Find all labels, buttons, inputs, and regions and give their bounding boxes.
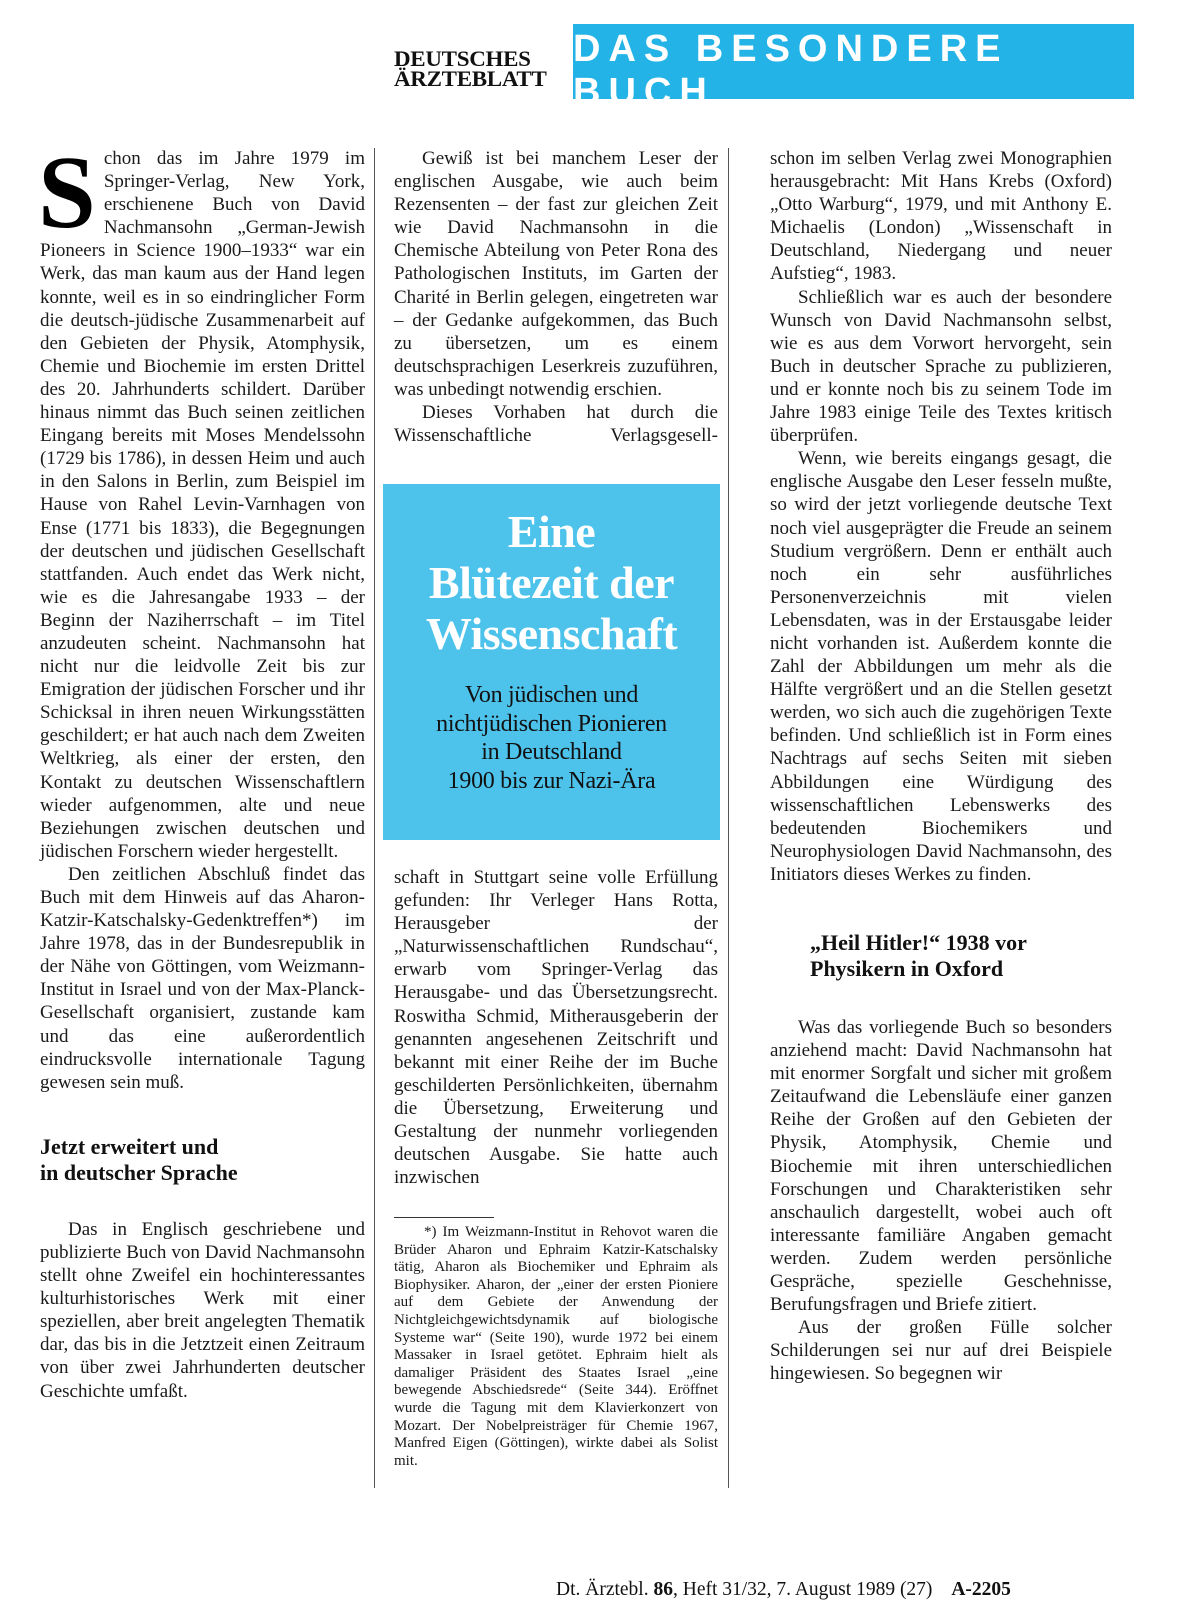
intro-paragraph-text: chon das im Jahre 1979 im Springer-Verlag, New York, erschienene Buch von David Nachmansohn „German-Jewish Pioneers in Science 1900–1933“ war ein Werk, das man kaum aus der Hand legen konnte, weil es in so eindringlicher Form die deutsch-jüdische Zusammenarbeit auf den Gebieten der Physik, Atomphysik, Chemie und Biochemie im ersten Drittel des 20. Jahrhunderts schildert. Darüber hinaus nimmt das Buch seinen zeitlichen Eingang bereits mit Moses Mendelssohn (1729 bis 1786), in dessen Heim und auch in den Salons in Berlin, zum Beispiel im Hause von Rahel Levin-Varnhagen von Ense (1771 bis 1833), die Begegnungen der deutschen und jüdischen Gesellschaft stattfanden. Auch endet das Werk nicht, wie es die Jahresangabe 1933 – der Beginn der Naziherrschaft – im Titel anzudeuten scheint. Nachmansohn hat nicht nur die leidvolle Zeit bis zur Emigration der jüdischen Forscher und ihr Schicksal in ihren neuen Wirkungsstätten geschildert; er hat auch nach dem Zweiten Weltkrieg, als einer der ersten, den Kontakt zu deutschen Wissenschaftlern wieder aufgenommen, alte und neue Beziehungen zwischen deutschen und jüdischen Forschern wieder hergestellt. xyxy=(40,148,365,862)
footer-journal: Dt. Ärztebl. xyxy=(556,1579,649,1600)
body-paragraph: schon im selben Verlag zwei Monographien herausgebracht: Mit Hans Krebs (Oxford) „Otto Warburg“, 1979, und mit Anthony E. Michaelis (London) „Wissenschaft in Deutschland, Niedergang und neuer Aufstieg“, 1983. xyxy=(770,148,1112,285)
column-2-bottom xyxy=(394,866,718,1189)
footnote-text: *) Im Weizmann-Institut in Rehovot waren die Brüder Aharon und Ephraim Katzir-Katschalsky tätig, Aharon als Biochemiker und Ephraim als Biophysiker. Aharon, der „einer der ersten Pioniere auf dem Gebiete der Anwendung der Nichtgleichgewichtsdynamik auf biologische Systeme war“ (Seite 190), wurde 1972 bei einem Massaker in Israel getötet. Ephraim hielt als damaliger Präsident des Staates Israel „eine bewegende Abschiedsrede“ (Seite 344). Eröffnet wurde die Tagung mit dem Klavierkonzert von Mozart. Der Nobelpreisträger für Chemie 1967, Manfred Eigen (Göttingen), wirkte dabei als Solist mit. xyxy=(394,1224,718,1469)
body-paragraph: Den zeitlichen Abschluß findet das Buch mit dem Hinweis auf das Aharon-Katzir-Katschalsky-Gedenktreffen*) im Jahre 1978, das in der Bundesrepublik in der Nähe von Göttingen, vom Weizmann-Institut in Israel und von der Max-Planck-Gesellschaft organisiert, zustande kam und das eine außerordentlich eindrucksvolle internationale Tagung gewesen sein muß. xyxy=(40,863,365,1093)
section-banner: DAS BESONDERE BUCH xyxy=(573,24,1134,99)
highlight-title-line: Blütezeit der xyxy=(428,557,675,608)
highlight-title-line: Eine xyxy=(507,506,596,557)
column-rule xyxy=(374,148,375,1488)
subheading-line: Physikern in Oxford xyxy=(810,956,1004,981)
body-paragraph: Das in Englisch geschriebene und publizierte Buch von David Nachmansohn stellt ohne Zweifel ein hochinteressantes kulturhistorisches Werk mit einer speziellen, aber breit angelegten Thematik dar, das bis in die Jetztzeit einen Zeitraum von über zwei Jahrhunderten deutscher Geschichte umfaßt. xyxy=(40,1218,365,1402)
body-paragraph: Dieses Vorhaben hat durch die Wissenschaftliche Verlagsgesell- xyxy=(394,402,718,447)
subheading-line: Jetzt erweitert und xyxy=(40,1133,219,1159)
drop-cap: S xyxy=(38,135,96,250)
column-2-top xyxy=(394,147,718,447)
footer-volume: 86 xyxy=(653,1579,673,1600)
highlight-subtitle-line: nichtjüdischen Pionieren xyxy=(436,710,667,737)
subheading-1 xyxy=(40,1134,365,1186)
body-paragraph: Aus der großen Fülle solcher Schilderungen sei nur auf drei Beispiele hingewiesen. So begegnen wir xyxy=(770,1317,1112,1385)
column-1 xyxy=(38,135,365,1403)
logo-line-1: DEUTSCHES xyxy=(394,47,531,71)
subheading-2 xyxy=(770,930,1112,982)
subheading-line: in deutscher Sprache xyxy=(40,1159,238,1185)
body-paragraph: Was das vorliegende Buch so besonders anziehend macht: David Nachmansohn hat mit enormer Sorgfalt und sicher mit großem Zeitaufwand die Lebensläufe einer ganzen Reihe der Großen auf den Gebieten der Physik, Atomphysik, Chemie und Biochemie mit ihren unterschiedlichen Forschungen und Charakteristiken sehr anschaulich dargestellt, wobei auch oft interessante familiäre Angaben gemacht werden. Zudem werden persönliche Gespräche, spezielle Geschehnisse, Berufungsfragen und Briefe zitiert. xyxy=(770,1017,1112,1316)
intro-paragraph xyxy=(38,135,365,863)
body-paragraph: Gewiß ist bei manchem Leser der englischen Ausgabe, wie auch beim Rezensenten – der fast zur gleichen Zeit wie David Nachmansohn in die Chemische Abteilung von Peter Rona des Pathologischen Instituts, im Garten der Charité in Berlin gelegen, eingetreten war – der Gedanke aufgekommen, das Buch zu übersetzen, um es einem deutschsprachigen Leserkreis zuzuführen, was unbedingt notwendig erschien. xyxy=(394,148,718,400)
highlight-subtitle-line: 1900 bis zur Nazi-Ära xyxy=(447,767,656,794)
footer-issue-date: , Heft 31/32, 7. August 1989 (27) xyxy=(672,1579,933,1600)
highlight-title xyxy=(383,506,720,659)
footer-page-number: A-2205 xyxy=(951,1579,1011,1600)
highlight-subtitle-line: in Deutschland xyxy=(481,739,622,765)
highlight-box xyxy=(383,484,720,840)
journal-logo xyxy=(394,47,569,91)
column-3 xyxy=(770,147,1112,1386)
subheading-line: „Heil Hitler!“ 1938 vor xyxy=(810,930,1027,955)
highlight-subtitle xyxy=(383,681,720,795)
highlight-title-line: Wissenschaft xyxy=(425,608,678,659)
footnote xyxy=(394,1224,718,1470)
footnote-rule xyxy=(394,1217,494,1218)
page-footer xyxy=(556,1579,1122,1601)
body-paragraph: Schließlich war es auch der besondere Wunsch von David Nachmansohn selbst, wie es aus dem Vorwort hervorgeht, sein Buch in deutscher Sprache zu publizieren, und er konnte noch bis zu seinem Tode im Jahre 1983 einige Teile des Textes kritisch überprüfen. xyxy=(770,286,1112,447)
column-rule xyxy=(728,148,729,1488)
highlight-subtitle-line: Von jüdischen und xyxy=(464,682,639,708)
body-paragraph: schaft in Stuttgart seine volle Erfüllung gefunden: Ihr Verleger Hans Rotta, Herausgeber der „Naturwissenschaftlichen Rundschau“, erwarb vom Springer-Verlag das Herausgabe- und das Übersetzungsrecht. Roswitha Schmid, Mitherausgeberin der genannten angesehenen Zeitschrift und bekannt mit einer Reihe der im Buche geschilderten Persönlichkeiten, übernahm die Übersetzung, Erweiterung und Gestaltung der nunmehr vorliegenden deutschen Ausgabe. Sie hatte auch inzwischen xyxy=(394,867,718,1189)
logo-line-2: ÄRZTEBLATT xyxy=(394,67,547,91)
body-paragraph: Wenn, wie bereits eingangs gesagt, die englische Ausgabe den Leser fesseln mußte, so wird der jetzt vorliegende deutsche Text noch viel ausgeprägter die Freude an seinem Studium vergrößern. Denn er enthält auch noch ein sehr ausführliches Personenverzeichnis mit vielen Lebensdaten, was in der Erstausgabe leider nicht vorhanden ist. Außerdem konnte die Zahl der Abbildungen um mehr als die Hälfte vergrößert und an die Stellen gesetzt werden, wo sich auch die zugehörigen Texte befinden. Und schließlich ist in Form eines Nachtrags auf sechs Seiten mit sieben Abbildungen eine Würdigung des wissenschaftlichen Lebenswerks des bedeutenden Biochemikers und Neurophysiologen David Nachmansohn, des Initiators dieses Werkes zu finden. xyxy=(770,448,1112,885)
